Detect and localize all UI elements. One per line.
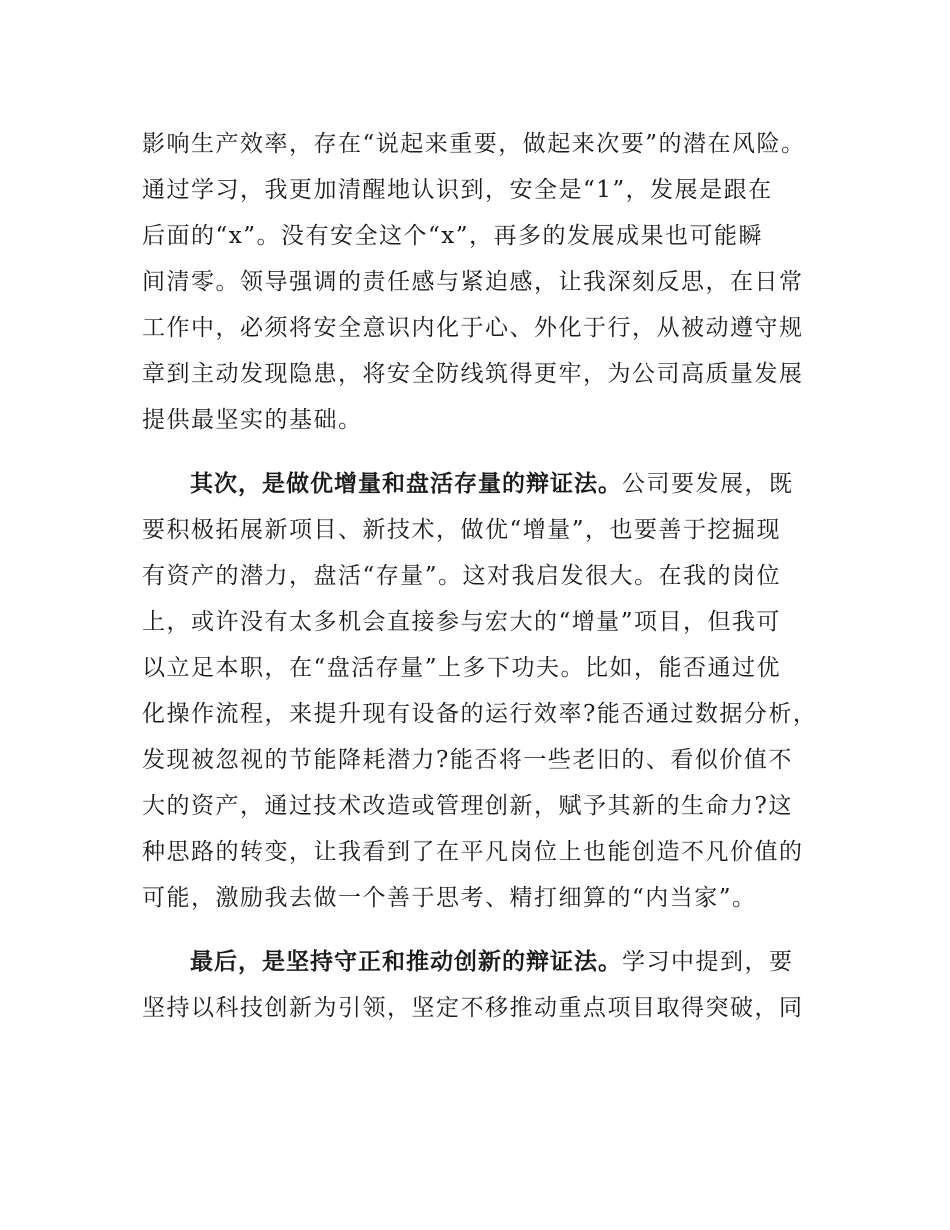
text-line: 间清零。领导强调的责任感与紧迫感，让我深刻反思，在日常 <box>142 269 804 295</box>
document-body <box>142 121 822 1031</box>
text-line: 通过学习，我更加清醒地认识到，安全是“1”，发展是跟在 <box>142 177 773 203</box>
text-line: 可能，激励我去做一个善于思考、精打细算的“内当家”。 <box>142 885 757 911</box>
paragraph-3 <box>142 939 822 1031</box>
paragraph-first-line <box>142 939 822 985</box>
paragraph-first-line <box>142 461 822 507</box>
text-line: 上，或许没有太多机会直接参与宏大的“增量”项目，但我可 <box>142 609 782 635</box>
text-line: 要积极拓展新项目、新技术，做优“增量”，也要善于挖掘现 <box>142 517 782 543</box>
text-line: 提供最坚实的基础。 <box>142 407 363 433</box>
text-line: 以立足本职，在“盘活存量”上多下功夫。比如，能否通过优 <box>142 655 782 681</box>
text-line: 有资产的潜力，盘活“存量”。这对我启发很大。在我的岗位 <box>142 563 782 589</box>
text-run: 公司要发展，既 <box>622 471 794 497</box>
paragraph-heading: 其次，是做优增量和盘活存量的辩证法。 <box>190 471 622 497</box>
text-run: 学习中提到，要 <box>622 949 794 975</box>
text-line: 大的资产，通过技术改造或管理创新，赋予其新的生命力?这 <box>142 793 793 819</box>
paragraph-heading: 最后，是坚持守正和推动创新的辩证法。 <box>190 949 622 975</box>
text-line: 化操作流程，来提升现有设备的运行效率?能否通过数据分析， <box>142 701 818 727</box>
text-line: 章到主动发现隐患，将安全防线筑得更牢，为公司高质量发展 <box>142 361 804 387</box>
text-line: 坚持以科技创新为引领，坚定不移推动重点项目取得突破，同 <box>142 995 804 1021</box>
text-line: 种思路的转变，让我看到了在平凡岗位上也能创造不凡价值的 <box>142 839 804 865</box>
paragraph-1 <box>142 121 822 443</box>
text-line: 工作中，必须将安全意识内化于心、外化于行，从被动遵守规 <box>142 315 804 341</box>
paragraph-2 <box>142 461 822 921</box>
text-line: 后面的“x”。没有安全这个“x”，再多的发展成果也可能瞬 <box>142 223 763 249</box>
text-line: 影响生产效率，存在“说起来重要，做起来次要”的潜在风险。 <box>142 131 806 157</box>
text-line: 发现被忽视的节能降耗潜力?能否将一些老旧的、看似价值不 <box>142 747 793 773</box>
